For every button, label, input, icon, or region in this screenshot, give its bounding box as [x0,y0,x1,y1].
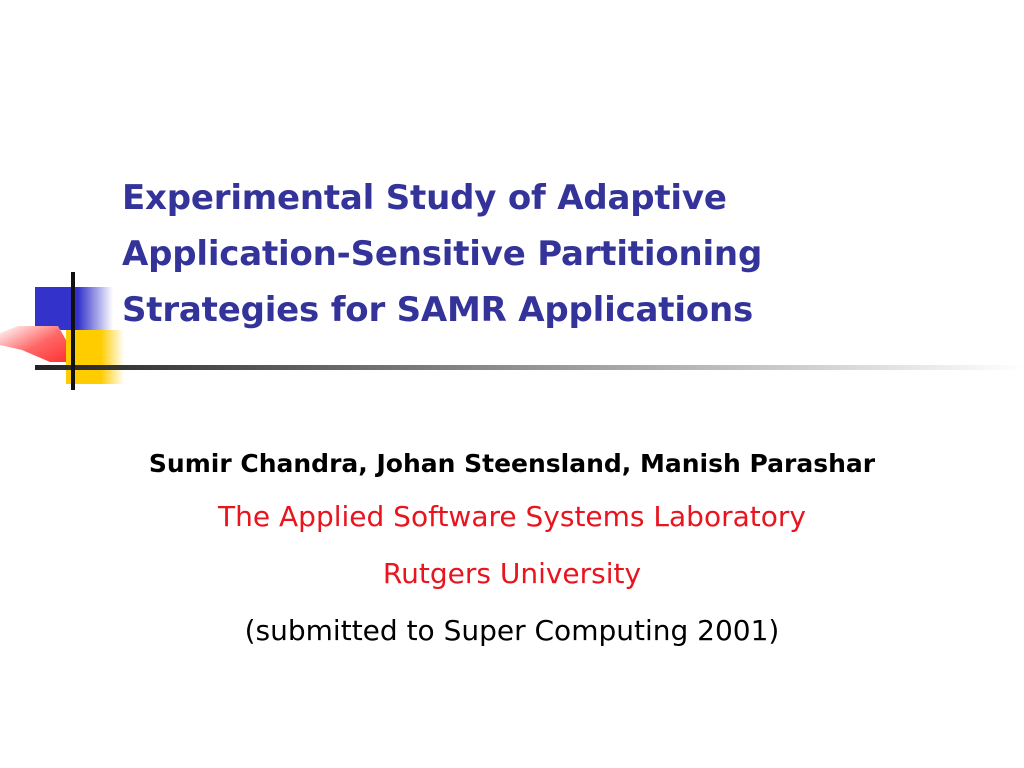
deco-horizontal-rule [35,365,1024,370]
deco-red-wedge [0,326,66,362]
slide-title-line-1: Experimental Study of Adaptive [122,178,727,218]
deco-vertical-rule [71,272,75,390]
slide-title-line-2: Application-Sensitive Partitioning [122,234,763,274]
author-list: Sumir Chandra, Johan Steensland, Manish Parashar [148,449,876,478]
slide-title [122,170,1002,338]
university-name: Rutgers University [382,557,642,590]
deco-yellow-square [66,330,124,384]
submission-note: (submitted to Super Computing 2001) [244,614,780,647]
slide-title-line-3: Strategies for SAMR Applications [122,290,754,330]
deco-blue-square [35,287,113,330]
slide-subtitle [0,440,1024,659]
lab-name: The Applied Software Systems Laboratory [218,500,806,533]
